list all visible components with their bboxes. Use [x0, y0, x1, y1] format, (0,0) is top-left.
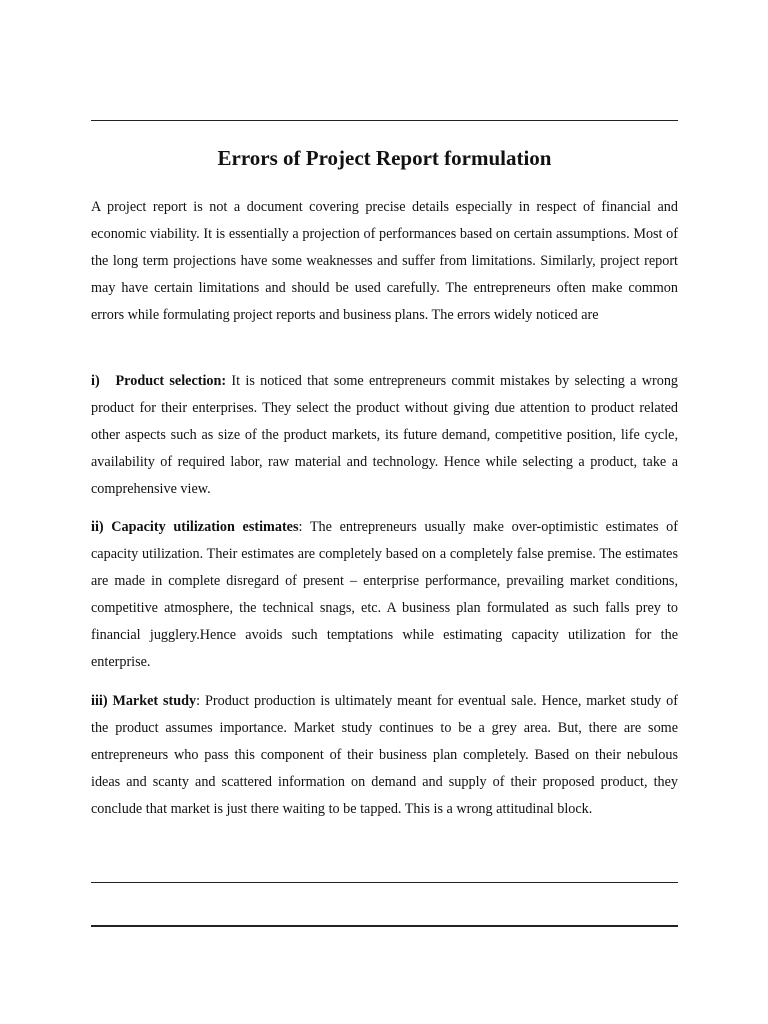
section-heading: iii) Market study [91, 693, 197, 709]
intro-paragraph: A project report is not a document covering precise details especially in respect of financial and economic viability. It is essentially a projection of performances based on certain assumptions. Most of the long term projections have some weaknesses and suffer from limitations. Similarly, project report may have certain limitations and should be used carefully. The entrepreneurs often make common errors while formulating project reports and business plans. The errors widely noticed are [91, 199, 678, 323]
section-text: : Product production is ultimately meant for eventual sale. Hence, market study of the product assumes importance. Market study continues to be a grey area. But, there are some entrepreneurs who pass this component of their business plan completely. Based on their nebulous ideas and scanty and scattered information on demand and supply of their proposed product, they conclude that market is just there waiting to be tapped. This is a wrong attitudinal block. [91, 693, 678, 817]
top-divider [91, 120, 678, 121]
section-text: : The entrepreneurs usually make over-optimistic estimates of capacity utilization. Their estimates are completely based on a completely false premise. The estimates are made in complete disregard of present – enterprise performance, prevailing market conditions, competitive atmosphere, the technical snags, etc. A business plan formulated as such falls prey to financial jugglery.Hence avoids such temptations while estimating capacity utilization for the enterprise. [91, 519, 678, 670]
section-heading: i) Product selection: [91, 373, 227, 389]
document-title: Errors of Project Report formulation [217, 146, 552, 170]
section-text: It is noticed that some entrepreneurs commit mistakes by selecting a wrong product for their enterprises. They select the product without giving due attention to product related other aspects such as size of the product markets, its future demand, competitive position, life cycle, availability of required labor, raw material and technology. Hence while selecting a product, take a comprehensive view. [91, 373, 679, 497]
section-heading: ii) Capacity utilization estimates [91, 519, 299, 535]
section-capacity-utilization [91, 514, 678, 676]
footer-divider [91, 882, 678, 883]
bottom-divider [91, 925, 678, 927]
section-product-selection [91, 368, 678, 503]
section-market-study [91, 688, 678, 823]
